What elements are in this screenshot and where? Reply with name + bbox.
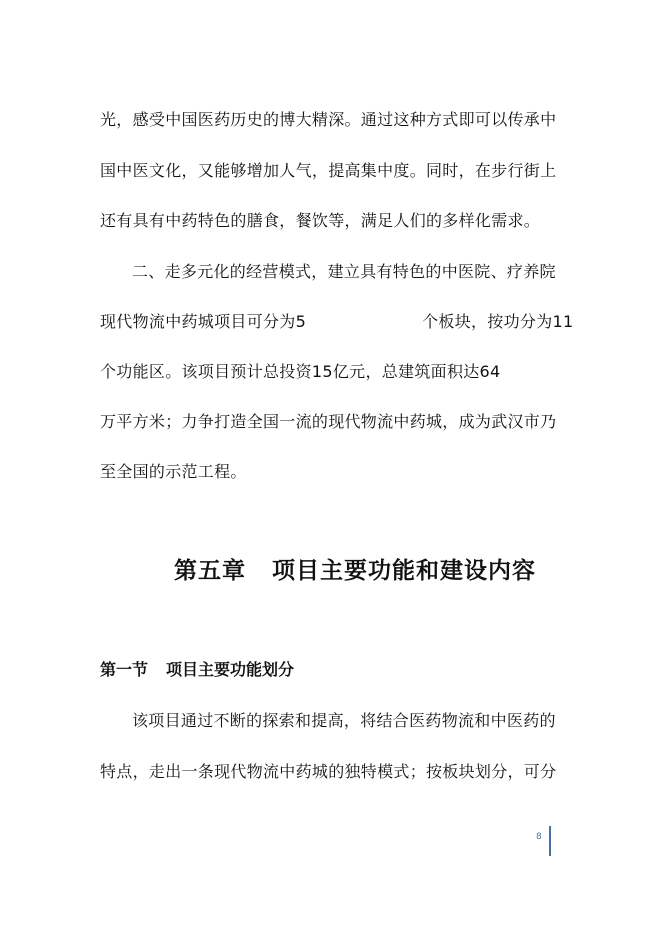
paragraph-1-line-2: 国中医文化，又能够增加人气，提高集中度。同时，在步行街上 xyxy=(100,161,557,180)
section-heading xyxy=(100,660,294,680)
chapter-number: 第五章 xyxy=(174,557,246,584)
page-number-divider xyxy=(549,826,551,856)
page-number: 8 xyxy=(536,832,542,842)
paragraph-2-line-2-part-b: 个板块，按功分为11 xyxy=(422,312,574,331)
paragraph-1-line-1: 光，感受中国医药历史的博大精深。通过这种方式即可以传承中 xyxy=(100,110,557,129)
paragraph-2-line-1: 二、走多元化的经营模式，建立具有特色的中医院、疗养院 xyxy=(132,262,556,281)
paragraph-2-line-4: 万平方米；力争打造全国一流的现代物流中药城，成为武汉市乃 xyxy=(100,412,557,431)
section-number: 第一节 xyxy=(100,660,149,679)
paragraph-2-line-3: 个功能区。该项目预计总投资15亿元，总建筑面积达64 xyxy=(100,362,501,381)
paragraph-2-line-5: 至全国的示范工程。 xyxy=(100,462,247,481)
paragraph-2-line-2-part-a: 现代物流中药城项目可分为5 xyxy=(100,312,307,331)
paragraph-3-line-1: 该项目通过不断的探索和提高，将结合医药物流和中医药的 xyxy=(132,711,556,730)
paragraph-3-line-2: 特点，走出一条现代物流中药城的独特模式；按板块划分，可分 xyxy=(100,762,557,781)
section-title: 项目主要功能划分 xyxy=(166,660,295,679)
paragraph-2-line-2 xyxy=(100,312,573,332)
chapter-heading xyxy=(174,556,536,586)
chapter-title: 项目主要功能和建设内容 xyxy=(272,557,536,584)
paragraph-1-line-3: 还有具有中药特色的膳食，餐饮等，满足人们的多样化需求。 xyxy=(100,211,541,230)
